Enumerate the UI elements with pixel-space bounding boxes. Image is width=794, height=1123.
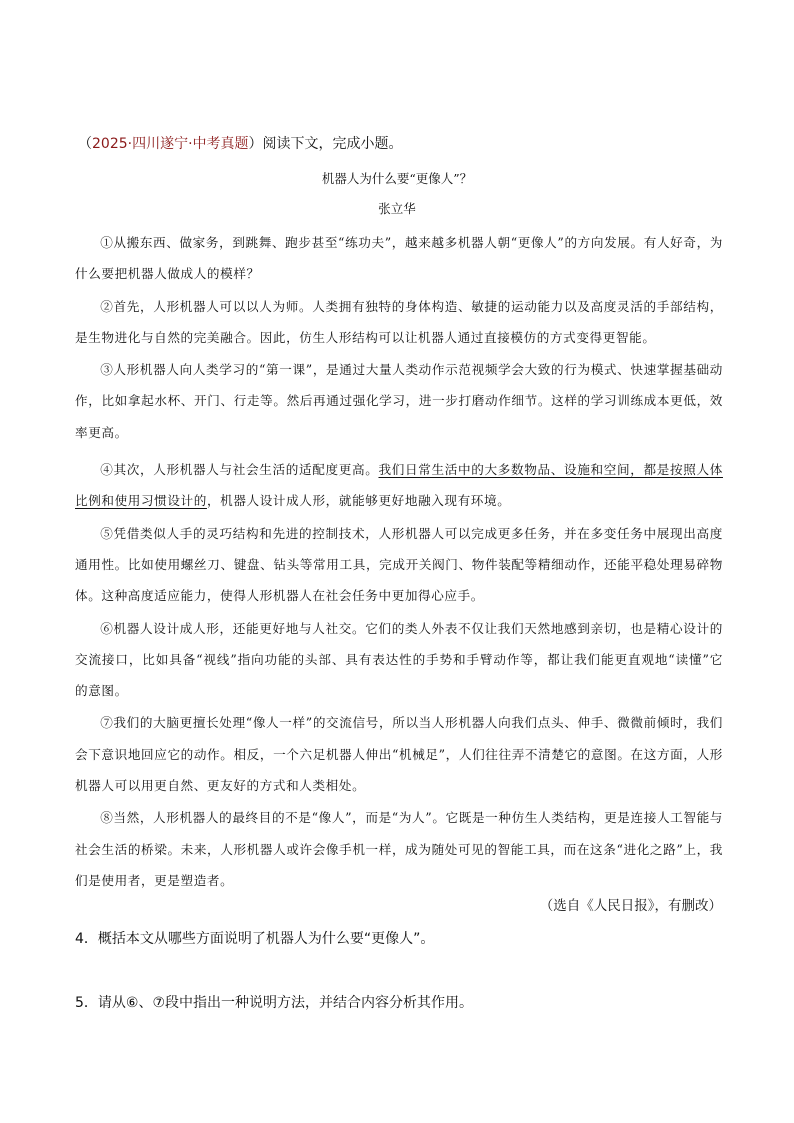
article-title: 机器人为什么要“更像人”？ [321,171,473,186]
paragraph-3: ③人形机器人向人类学习的“第一课”，是通过大量人类动作示范视频学会大致的行为模式、快速掌握基础动作，比如拿起水杯、开门、行走等。然后再通过强化学习，进一步打磨动作细节。这样的学习训练成本更低，效率更高。 [75,362,723,440]
question-5: 5．请从⑥、⑦段中指出一种说明方法，并结合内容分析其作用。 [75,995,474,1011]
article-body [75,227,723,897]
paragraph-1: ①从搬东西、做家务，到跳舞、跑步甚至“练功夫”，越来越多机器人朝“更像人”的方向发展。有人好奇，为什么要把机器人做成人的模样？ [75,235,723,282]
paragraph-8: ⑧当然，人形机器人的最终目的不是“像人”，而是“为人”。它既是一种仿生人类结构，更是连接人工智能与社会生活的桥梁。未来，人形机器人或许会像手机一样，成为随处可见的智能工具，而在这条“进化之路”上，我们是使用者，更是塑造者。 [75,810,723,888]
paragraph-4-underlined-sentence: 我们日常生活中的大多数物品、设施和空间，都是按照人体比例和使用习惯设计的 [75,462,723,509]
question-source-line [78,134,403,154]
open-paren: （ [78,136,92,152]
close-paren: ） [248,136,263,152]
paragraph-4 [75,454,723,517]
paragraph-2: ②首先，人形机器人可以以人为师。人类拥有独特的身体构造、敏捷的运动能力以及高度灵活的手部结构，是生物进化与自然的完美融合。因此，仿生人形结构可以让机器人通过直接模仿的方式变得更智能。 [75,298,723,345]
source-citation: （选自《人民日报》，有删改） [539,898,722,914]
article-author: 张立华 [378,201,416,216]
question-4: 4．概括本文从哪些方面说明了机器人为什么要“更像人”。 [75,931,435,947]
paragraph-7: ⑦我们的大脑更擅长处理“像人一样”的交流信号，所以当人形机器人向我们点头、伸手、微微前倾时，我们会下意识地回应它的动作。相反，一个六足机器人伸出“机械足”，人们往往弄不清楚它的意图。在这方面，人形机器人可以用更自然、更友好的方式和人类相处。 [75,715,723,794]
paragraph-4-tail: ，机器人设计成人形，就能够更好地融入现有环境。 [206,493,511,509]
paragraph-6: ⑥机器人设计成人形，还能更好地与人社交。它们的类人外表不仅让我们天然地感到亲切，也是精心设计的交流接口，比如具备“视线”指向功能的头部、具有表达性的手势和手臂动作等，都让我们能更直观地“读懂”它的意图。 [75,620,723,699]
source-tag: 2025·四川遂宁·中考真题 [92,136,249,152]
paragraph-4-lead: ④其次，人形机器人与社会生活的适配度更高。 [100,462,379,478]
paragraph-5: ⑤凭借类似人手的灵巧结构和先进的控制技术，人形机器人可以完成更多任务，并在多变任务中展现出高度通用性。比如使用螺丝刀、键盘、钻头等常用工具，完成开关阀门、物件装配等精细动作，还能平稳处理易碎物体。这种高度适应能力，使得人形机器人在社会任务中更加得心应手。 [75,525,723,604]
instruction-text: 阅读下文，完成小题。 [262,136,403,152]
